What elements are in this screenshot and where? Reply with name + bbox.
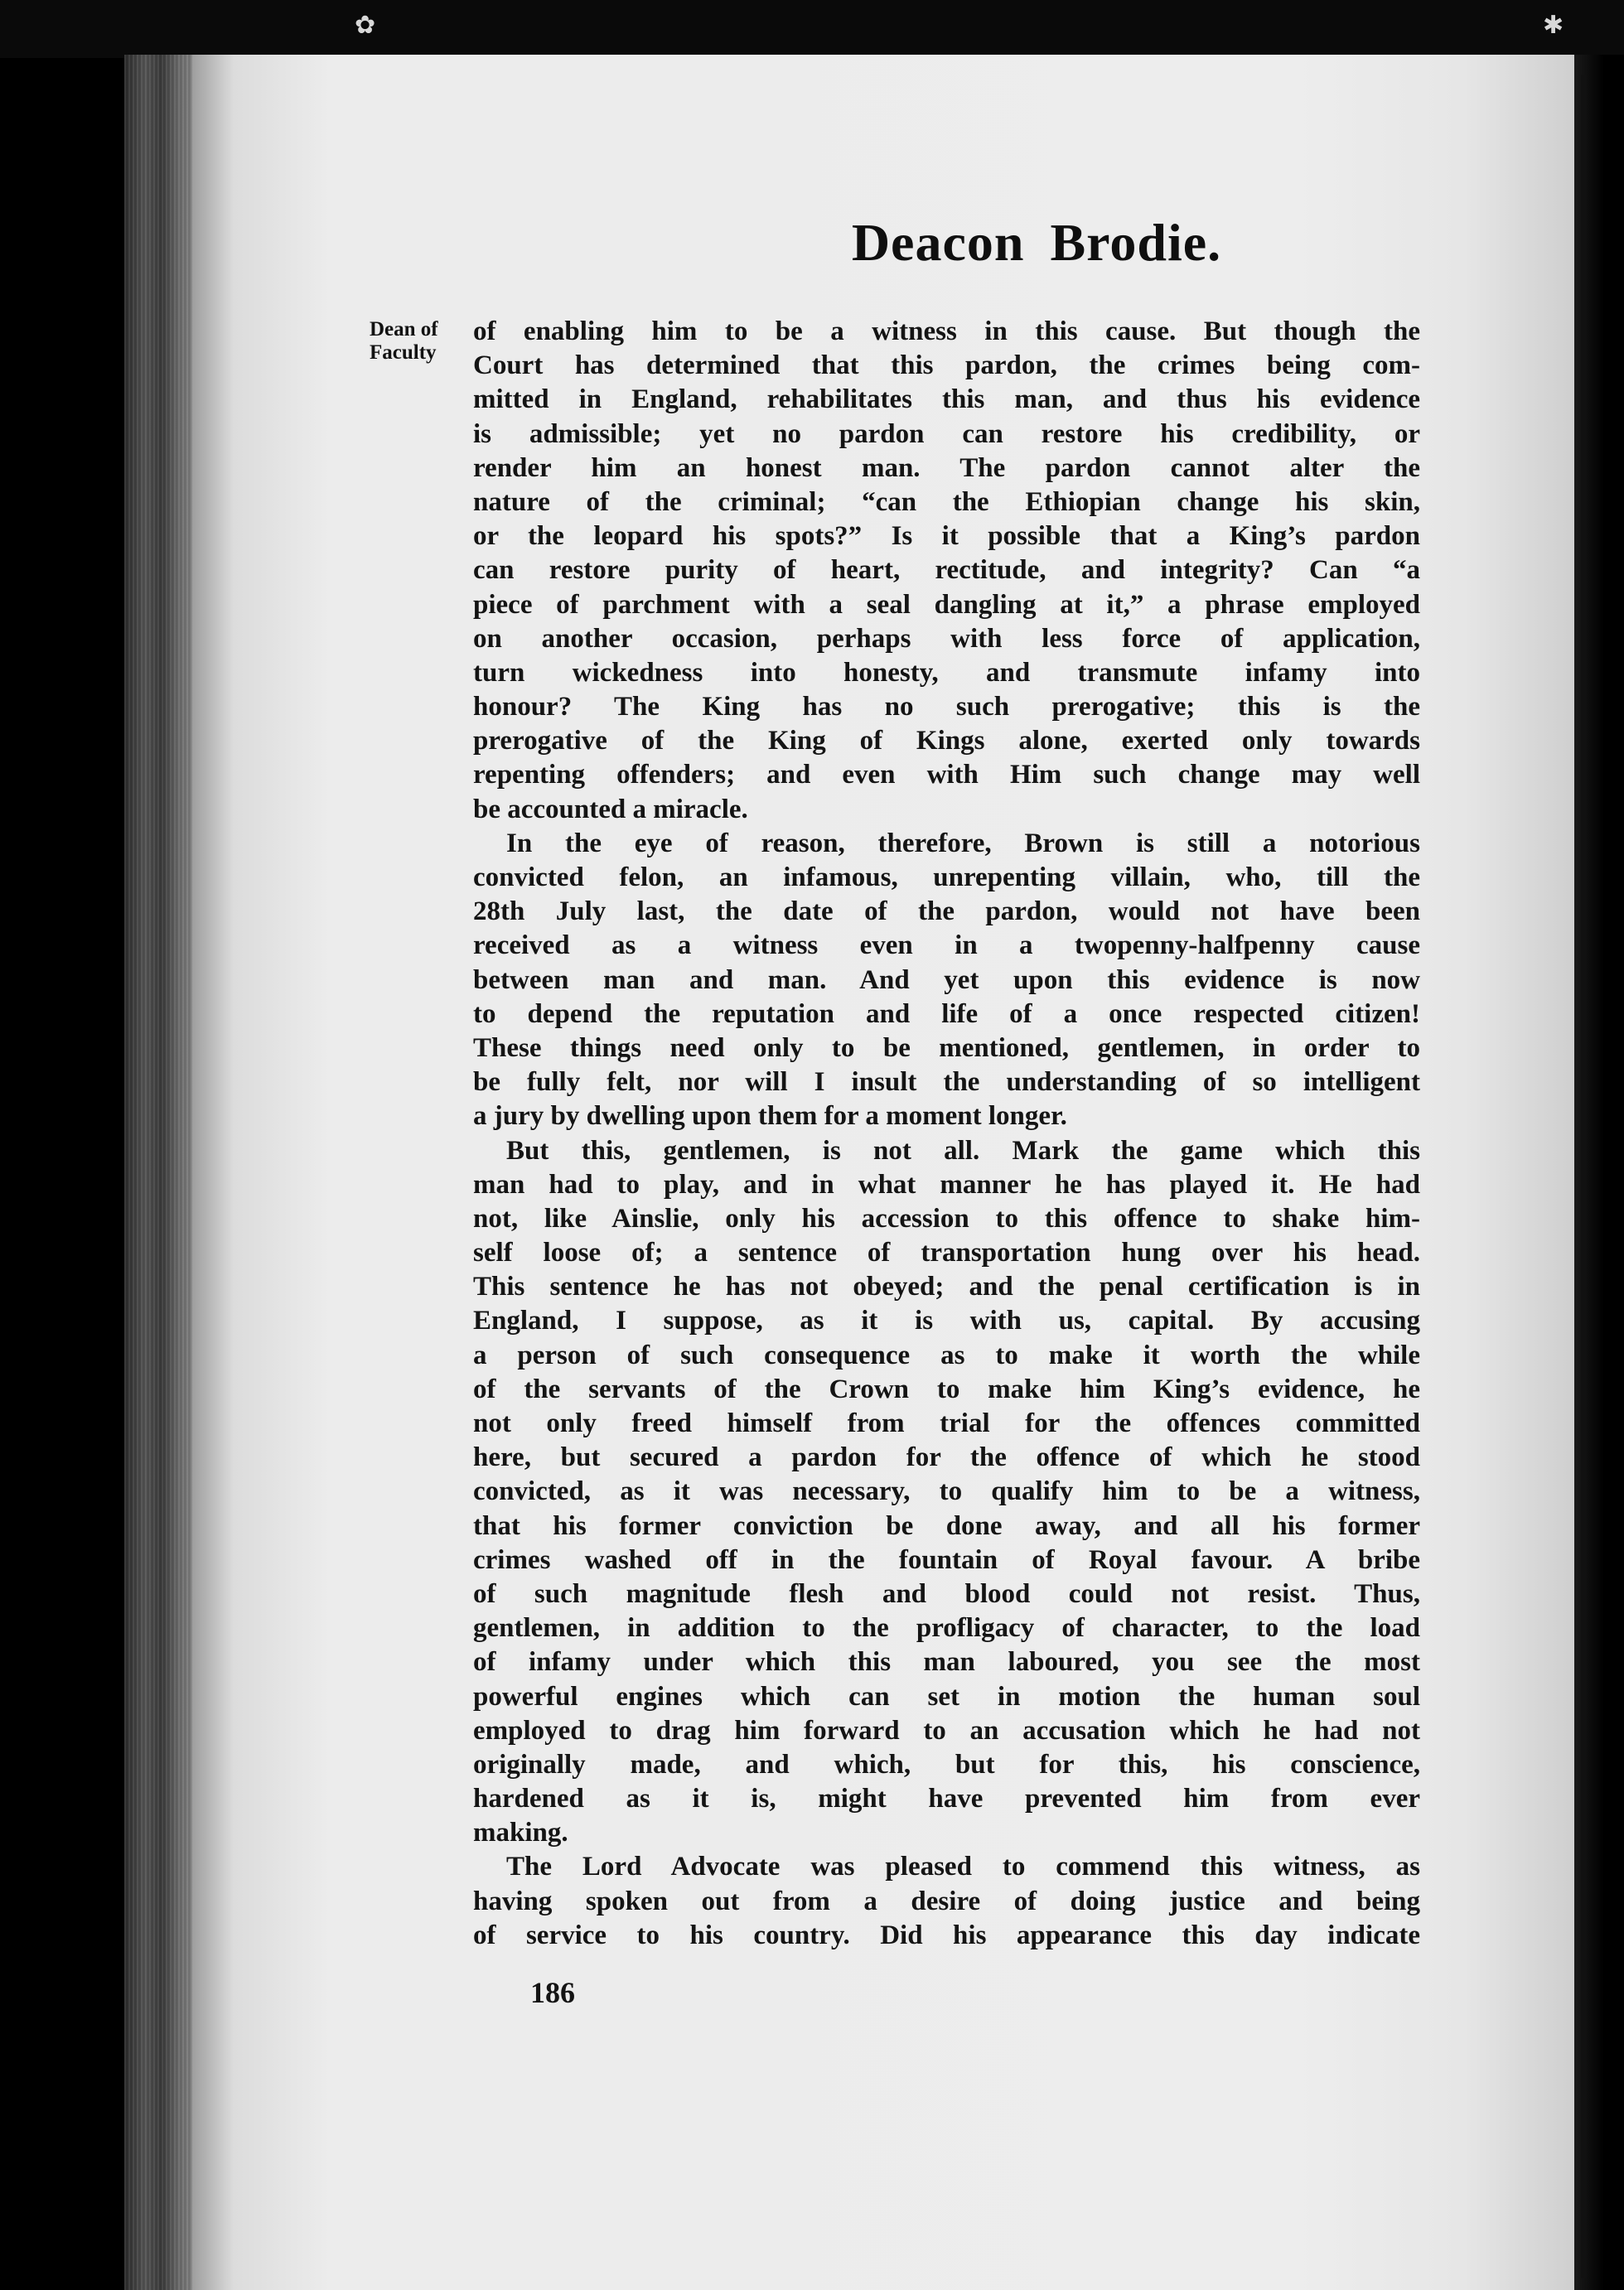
text-line: of such magnitude flesh and blood could not resist. Thus, bbox=[473, 1578, 1420, 1609]
text-line: having spoken out from a desire of doing justice and being bbox=[473, 1886, 1420, 1916]
text-line: convicted, as it was necessary, to qualify him to be a witness, bbox=[473, 1476, 1420, 1507]
text-line: man had to play, and in what manner he has played it. He had bbox=[473, 1169, 1420, 1200]
text-line: nature of the criminal; “can the Ethiopian change his skin, bbox=[473, 486, 1420, 517]
page-edge-rule bbox=[1581, 75, 1586, 2278]
text-line: received as a witness even in a twopenny-halfpenny cause bbox=[473, 930, 1420, 961]
text-line: honour? The King has no such prerogative; this is the bbox=[473, 692, 1420, 722]
text-line: powerful engines which can set in motion the human soul bbox=[473, 1681, 1420, 1712]
book-binding-edge bbox=[124, 55, 199, 2290]
text-line: of enabling him to be a witness in this cause. But though the bbox=[473, 316, 1420, 346]
text-line: 28th July last, the date of the pardon, would not have been bbox=[473, 896, 1420, 927]
text-line: But this, gentlemen, is not all. Mark the game which this bbox=[506, 1135, 1420, 1166]
page-number: 186 bbox=[530, 1976, 575, 2009]
text-line: mitted in England, rehabilitates this man, and thus his evidence bbox=[473, 384, 1420, 415]
marginal-note-line: Dean of bbox=[370, 318, 438, 341]
text-line: gentlemen, in addition to the profligacy of character, to the load bbox=[473, 1613, 1420, 1644]
registration-mark-icon: ✱ bbox=[1543, 11, 1564, 40]
text-line: here, but secured a pardon for the offence of which he stood bbox=[473, 1442, 1420, 1473]
text-line: These things need only to be mentioned, gentlemen, in order to bbox=[473, 1032, 1420, 1063]
text-line: of infamy under which this man laboured, you see the most bbox=[473, 1647, 1420, 1678]
registration-mark-icon: ✿ bbox=[355, 11, 376, 40]
marginal-note-line: Faculty bbox=[370, 341, 437, 364]
text-line: self loose of; a sentence of transportation hung over his head. bbox=[473, 1238, 1420, 1268]
text-line: In the eye of reason, therefore, Brown is still a notorious bbox=[506, 828, 1420, 858]
page-title bbox=[192, 212, 1574, 273]
text-line: originally made, and which, but for this, his conscience, bbox=[473, 1749, 1420, 1780]
text-line: a jury by dwelling upon them for a moment longer. bbox=[473, 1101, 1067, 1132]
text-line: England, I suppose, as it is with us, capital. By accusing bbox=[473, 1306, 1420, 1336]
text-line: on another occasion, perhaps with less force of application, bbox=[473, 623, 1420, 654]
page-title-text: Deacon Brodie. bbox=[851, 213, 1222, 272]
text-line: not, like Ainslie, only his accession to this offence to shake him- bbox=[473, 1203, 1420, 1234]
text-line: of service to his country. Did his appearance this day indicate bbox=[473, 1920, 1420, 1950]
text-line: not only freed himself from trial for the offences committed bbox=[473, 1408, 1420, 1438]
body-text bbox=[473, 315, 1420, 1953]
text-line: Court has determined that this pardon, the crimes being com- bbox=[473, 350, 1420, 381]
text-line: turn wickedness into honesty, and transmute infamy into bbox=[473, 657, 1420, 688]
text-line: between man and man. And yet upon this evidence is now bbox=[473, 964, 1420, 995]
text-line: be accounted a miracle. bbox=[473, 794, 748, 824]
text-line: be fully felt, nor will I insult the understanding of so intelligent bbox=[473, 1067, 1420, 1098]
text-line: repenting offenders; and even with Him such change may well bbox=[473, 760, 1420, 790]
text-line: a person of such consequence as to make it worth the while bbox=[473, 1340, 1420, 1370]
text-line: convicted felon, an infamous, unrepenting villain, who, till the bbox=[473, 862, 1420, 892]
text-line: The Lord Advocate was pleased to commend this witness, as bbox=[506, 1852, 1420, 1882]
scanner-top-band bbox=[0, 0, 1624, 58]
text-line: to depend the reputation and life of a once respected citizen! bbox=[473, 998, 1420, 1029]
text-line: can restore purity of heart, rectitude, and integrity? Can “a bbox=[473, 555, 1420, 586]
text-line: prerogative of the King of Kings alone, exerted only towards bbox=[473, 726, 1420, 756]
text-line: piece of parchment with a seal dangling at it,” a phrase employed bbox=[473, 589, 1420, 620]
text-line: render him an honest man. The pardon cannot alter the bbox=[473, 452, 1420, 483]
text-line: hardened as it is, might have prevented him from ever bbox=[473, 1784, 1420, 1814]
text-line: This sentence he has not obeyed; and the penal certification is in bbox=[473, 1272, 1420, 1302]
text-line: crimes washed off in the fountain of Royal favour. A bribe bbox=[473, 1544, 1420, 1575]
text-line: is admissible; yet no pardon can restore his credibility, or bbox=[473, 418, 1420, 449]
text-line: or the leopard his spots?” Is it possible that a King’s pardon bbox=[473, 521, 1420, 552]
text-line: of the servants of the Crown to make him King’s evidence, he bbox=[473, 1374, 1420, 1404]
text-line: that his former conviction be done away, and all his former bbox=[473, 1510, 1420, 1541]
text-line: employed to drag him forward to an accusation which he had not bbox=[473, 1715, 1420, 1746]
text-line: making. bbox=[473, 1818, 568, 1848]
marginal-note bbox=[370, 318, 469, 365]
